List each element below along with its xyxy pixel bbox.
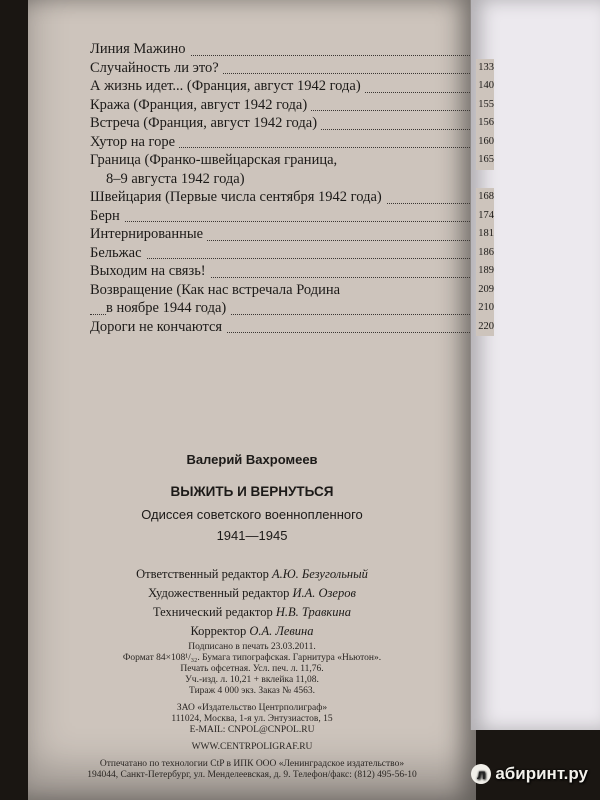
toc-entry-page: 168 [476, 188, 494, 207]
toc-entry-title: Хутор на горе [90, 134, 179, 150]
leader-dots [90, 221, 470, 222]
publisher-line: E-MAIL: CNPOL@CNPOL.RU [189, 725, 315, 735]
toc-entry-title: Возвращение (Как нас встречала Родина [90, 282, 344, 298]
publisher-website: WWW.CENTRPOLIGRAF.RU [191, 742, 313, 752]
toc-entry-page: 209 [476, 281, 494, 300]
toc-entry [90, 96, 500, 115]
toc-entry-page: 181 [476, 225, 494, 244]
toc-entry-page: 186 [476, 244, 494, 263]
credit-role: Технический редактор [153, 605, 273, 619]
toc-entry-page: 165 [476, 151, 494, 170]
credit-role: Корректор [190, 624, 247, 638]
credit-line [28, 622, 476, 641]
printer-line: Отпечатано по технологии CtP в ИПК ООО «Ленинградское издательство» [99, 759, 405, 769]
imprint-line: Печать офсетная. Усл. печ. л. 11,76. [180, 664, 324, 674]
toc-entry [90, 59, 500, 78]
toc-entry-title: Кража (Франция, август 1942 года) [90, 97, 311, 113]
toc-entry-page: 160 [476, 133, 494, 152]
toc-entry [90, 299, 500, 318]
toc-entry-page: 220 [476, 318, 494, 337]
credit-line [28, 565, 476, 584]
book-title: ВЫЖИТЬ И ВЕРНУТЬСЯ [170, 484, 334, 499]
toc-entry-page: 189 [476, 262, 494, 281]
toc-entry [90, 114, 500, 133]
toc-entry-title: в ноябре 1944 года) [106, 300, 230, 316]
toc-entry-page: 174 [476, 207, 494, 226]
toc-entry-title: Бельжас [90, 245, 146, 261]
credit-name: О.А. Левина [249, 624, 314, 638]
toc-entry-title: Швейцария (Первые числа сентября 1942 года) [90, 189, 386, 205]
toc-entry [90, 225, 500, 244]
printer-line: 194044, Санкт-Петербург, ул. Менделеевская, д. 9. Телефон/факс: (812) 495-56-10 [87, 770, 417, 780]
toc-entry [90, 133, 500, 152]
toc-entry [90, 281, 500, 300]
toc-entry-title: Интернированные [90, 226, 207, 242]
toc-entry [90, 244, 500, 263]
toc-entry [90, 318, 500, 337]
toc-entry-title: Берн [90, 208, 124, 224]
leader-dots [90, 258, 470, 259]
toc-entry-title: Выходим на связь! [90, 263, 210, 279]
author-name: Валерий Вахромеев [186, 452, 318, 467]
toc-entry-title: Дороги не кончаются [90, 319, 226, 335]
credit-line [28, 603, 476, 622]
imprint-line: Уч.-изд. л. 10,21 + вклейка 11,08. [185, 675, 319, 685]
toc-entry-page: 156 [476, 114, 494, 133]
book-page [28, 0, 494, 800]
labyrinth-logo-icon: л [471, 764, 491, 784]
toc-entry-title: А жизнь идет... (Франция, август 1942 года) [90, 78, 365, 94]
toc-entry-page: 210 [476, 299, 494, 318]
watermark-text: абиринт.ру [495, 764, 588, 783]
imprint-block [28, 642, 476, 781]
credit-role: Ответственный редактор [136, 567, 269, 581]
toc-entry-title: Линия Мажино [90, 41, 190, 57]
editorial-credits [28, 565, 476, 641]
imprint-line: Формат 84×108¹/₃₂. Бумага типографская. Гарнитура «Ньютон». [122, 653, 382, 663]
toc-entry-title: 8–9 августа 1942 года) [106, 171, 249, 187]
imprint-line: Тираж 4 000 экз. Заказ № 4563. [189, 686, 315, 696]
watermark [471, 764, 588, 784]
imprint-line: Подписано в печать 23.03.2011. [188, 642, 316, 652]
credit-name: А.Ю. Безугольный [271, 567, 368, 581]
toc-entry [90, 188, 500, 207]
publisher-line: 111024, Москва, 1-я ул. Энтузиастов, 15 [171, 714, 333, 724]
table-of-contents [90, 40, 500, 336]
toc-entry [90, 40, 500, 59]
toc-entry-page: 140 [476, 77, 494, 96]
toc-entry-title: Случайность ли это? [90, 60, 223, 76]
toc-entry [90, 170, 500, 189]
toc-entry [90, 262, 500, 281]
credit-name: Н.В. Травкина [275, 605, 351, 619]
publisher-line: ЗАО «Издательство Центрполиграф» [176, 703, 328, 713]
credit-role: Художественный редактор [148, 586, 290, 600]
credit-name: И.А. Озеров [292, 586, 356, 600]
toc-entry-title: Граница (Франко-швейцарская граница, [90, 152, 341, 168]
toc-entry [90, 207, 500, 226]
book-subtitle: Одиссея советского военнопленного [141, 507, 363, 522]
credit-line [28, 584, 476, 603]
book-years: 1941—1945 [216, 528, 288, 543]
toc-entry [90, 77, 500, 96]
toc-entry-page: 155 [476, 96, 494, 115]
toc-entry-title: Встреча (Франция, август 1942 года) [90, 115, 321, 131]
toc-entry-page: 133 [476, 59, 494, 78]
toc-entry [90, 151, 500, 170]
